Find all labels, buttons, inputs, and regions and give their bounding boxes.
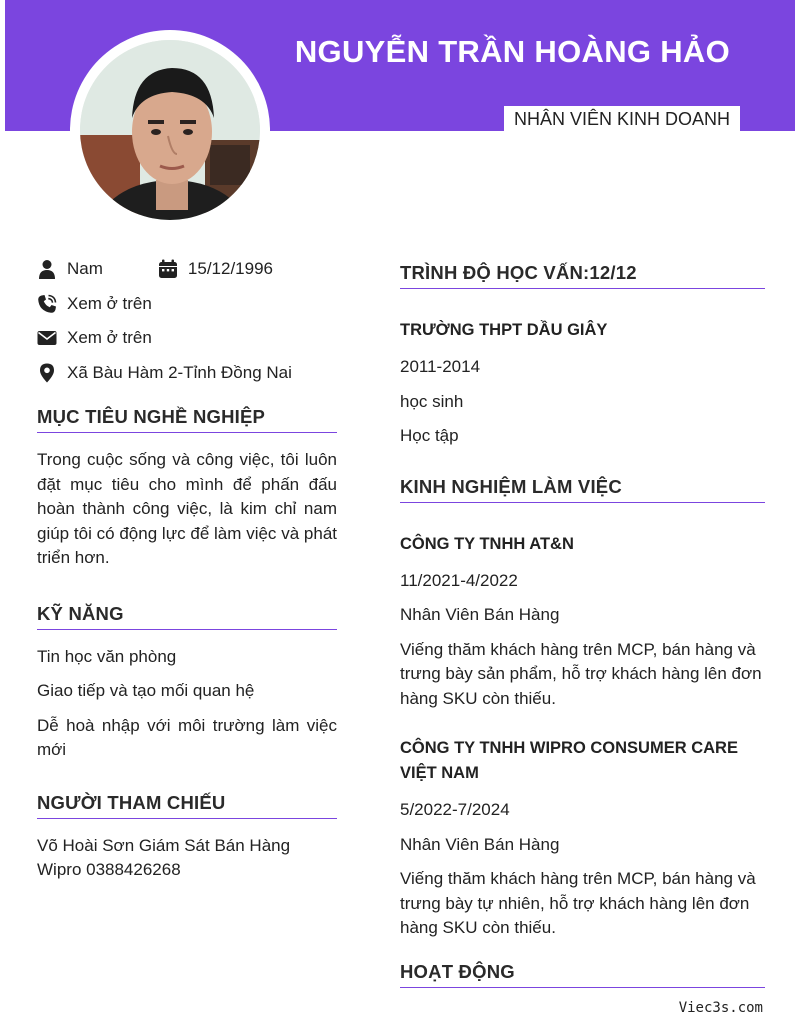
experience-title: KINH NGHIỆM LÀM VIỆC xyxy=(400,476,765,503)
calendar-icon xyxy=(158,259,178,279)
phone-value: Xem ở trên xyxy=(67,293,152,313)
references-title: NGƯỜI THAM CHIẾU xyxy=(37,792,337,819)
job-company: CÔNG TY TNHH AT&N xyxy=(400,534,574,553)
watermark: Viec3s.com xyxy=(678,1000,763,1016)
education-role: học sinh xyxy=(400,391,464,411)
skills-title: KỸ NĂNG xyxy=(37,603,337,630)
education-title: TRÌNH ĐỘ HỌC VẤN:12/12 xyxy=(400,262,765,289)
email-value: Xem ở trên xyxy=(67,328,152,348)
right-column xyxy=(400,262,765,988)
job-title: NHÂN VIÊN KINH DOANH xyxy=(504,106,740,134)
activities-title: HOẠT ĐỘNG xyxy=(400,961,765,988)
skill-item: Tin học văn phòng xyxy=(37,646,177,666)
personal-row-email xyxy=(37,321,337,356)
candidate-name: NGUYỄN TRẦN HOÀNG HẢO xyxy=(294,34,730,69)
job-description: Viếng thăm khách hàng trên MCP, bán hàng và trưng bày sản phẩm, hỗ trợ khách hàng lên đơn hàng SKU còn thiếu. xyxy=(400,639,762,708)
gender-value: Nam xyxy=(67,259,103,279)
address-value: Xã Bàu Hàm 2-Tỉnh Đồng Nai xyxy=(67,362,292,382)
email-icon xyxy=(37,328,57,348)
personal-row-phone xyxy=(37,287,337,322)
profile-photo xyxy=(80,40,260,220)
avatar xyxy=(70,30,270,230)
education-period: 2011-2014 xyxy=(400,357,481,376)
objective-title: MỤC TIÊU NGHỀ NGHIỆP xyxy=(37,406,337,433)
objective-text: Trong cuộc sống và công việc, tôi luôn đặt mục tiêu cho mình để phấn đấu hoàn thành công việc, là kim chỉ nam giúp tôi có động lực để làm việc và phát triển hơn. xyxy=(37,450,337,567)
job-company: CÔNG TY TNHH WIPRO CONSUMER CARE VIỆT NAM xyxy=(400,739,738,782)
personal-row-1 xyxy=(37,252,337,287)
job-position: Nhân Viên Bán Hàng xyxy=(400,605,560,624)
left-column xyxy=(37,252,337,883)
user-icon xyxy=(37,259,57,279)
school-name: TRƯỜNG THPT DẦU GIÂY xyxy=(400,321,608,339)
references-text: Võ Hoài Sơn Giám Sát Bán Hàng Wipro 0388426268 xyxy=(37,835,291,879)
job-entry xyxy=(400,736,765,941)
skills-list xyxy=(37,645,337,763)
job-entry xyxy=(400,532,765,712)
birthdate-group xyxy=(158,259,273,279)
phone-icon xyxy=(37,294,57,314)
job-position: Nhân Viên Bán Hàng xyxy=(400,834,560,854)
job-period: 11/2021-4/2022 xyxy=(400,570,518,590)
birthdate-value: 15/12/1996 xyxy=(187,259,273,279)
education-desc: Học tập xyxy=(400,426,459,445)
skill-item: Dễ hoà nhập với môi trường làm việc mới xyxy=(37,715,337,759)
personal-row-address xyxy=(37,356,337,391)
job-description: Viếng thăm khách hàng trên MCP, bán hàng và trưng bày tự nhiên, hỗ trợ khách hàng lên đơn hàng SKU còn thiếu. xyxy=(400,869,756,937)
job-period: 5/2022-7/2024 xyxy=(400,800,510,819)
skill-item: Giao tiếp và tạo mối quan hệ xyxy=(37,681,255,700)
location-icon xyxy=(37,363,57,383)
